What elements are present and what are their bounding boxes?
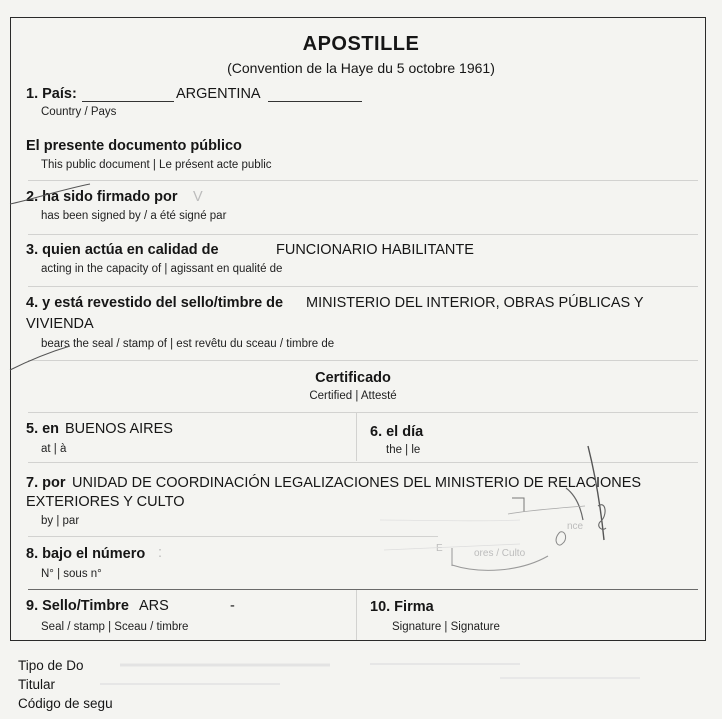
certified-sublabel: Certified | Attesté (309, 390, 397, 402)
number-value: : (158, 545, 163, 561)
stamp-mark: nce (567, 521, 584, 532)
signature-label: 10. Firma (370, 599, 434, 615)
page-title: APOSTILLE (302, 33, 420, 55)
seal-of-label: 4. y está revestido del sello/timbre de (26, 295, 284, 311)
public-document-sublabel: This public document | Le présent acte public (41, 159, 272, 171)
public-document-label: El presente documento público (26, 138, 242, 154)
page-subtitle: (Convention de la Haye du 5 octobre 1961) (227, 60, 495, 76)
stamp-mark: ores / Culto (474, 548, 526, 559)
capacity-label: 3. quien actúa en calidad de (26, 242, 219, 258)
country-sublabel: Country / Pays (41, 106, 117, 118)
place-sublabel: at | à (41, 443, 67, 455)
by-value-line2: EXTERIORES Y CULTO (26, 494, 185, 510)
country-value: ARGENTINA (176, 86, 261, 102)
seal-of-value-line2: VIVIENDA (26, 316, 94, 332)
day-sublabel: the | le (386, 444, 421, 456)
footer-holder: Titular (18, 677, 56, 692)
day-label: 6. el día (370, 424, 424, 440)
seal-stamp-dash: - (230, 598, 235, 614)
by-label: 7. por (26, 475, 66, 491)
capacity-sublabel: acting in the capacity of | agissant en qualité de (41, 263, 283, 275)
capacity-value: FUNCIONARIO HABILITANTE (276, 242, 474, 258)
place-label: 5. en (26, 421, 60, 437)
seal-of-sublabel: bears the seal / stamp of | est revêtu du sceau / timbre de (41, 338, 335, 350)
seal-stamp-value: ARS (139, 598, 169, 614)
signed-by-value: V (193, 189, 203, 205)
certified-heading: Certificado (315, 370, 391, 386)
number-sublabel: N° | sous n° (41, 568, 102, 580)
place-value: BUENOS AIRES (65, 421, 173, 437)
by-sublabel: by | par (41, 515, 80, 527)
footer-document-type: Tipo de Do (18, 658, 84, 673)
footer-security-code: Código de segu (18, 696, 113, 711)
seal-stamp-sublabel: Seal / stamp | Sceau / timbre (41, 621, 189, 633)
signed-by-label: 2. ha sido firmado por (26, 189, 178, 205)
number-label: 8. bajo el número (26, 546, 146, 562)
seal-stamp-label: 9. Sello/Timbre (26, 598, 129, 614)
signature-sublabel: Signature | Signature (392, 621, 500, 633)
stamp-mark: E (436, 543, 443, 554)
by-value-line1: UNIDAD DE COORDINACIÓN LEGALIZACIONES DEL MINISTERIO DE RELACIONES (72, 475, 642, 491)
seal-of-value-line1: MINISTERIO DEL INTERIOR, OBRAS PÚBLICAS Y (306, 295, 644, 311)
signed-by-sublabel: has been signed by / a été signé par (41, 210, 227, 222)
country-label: 1. País: (26, 86, 77, 102)
